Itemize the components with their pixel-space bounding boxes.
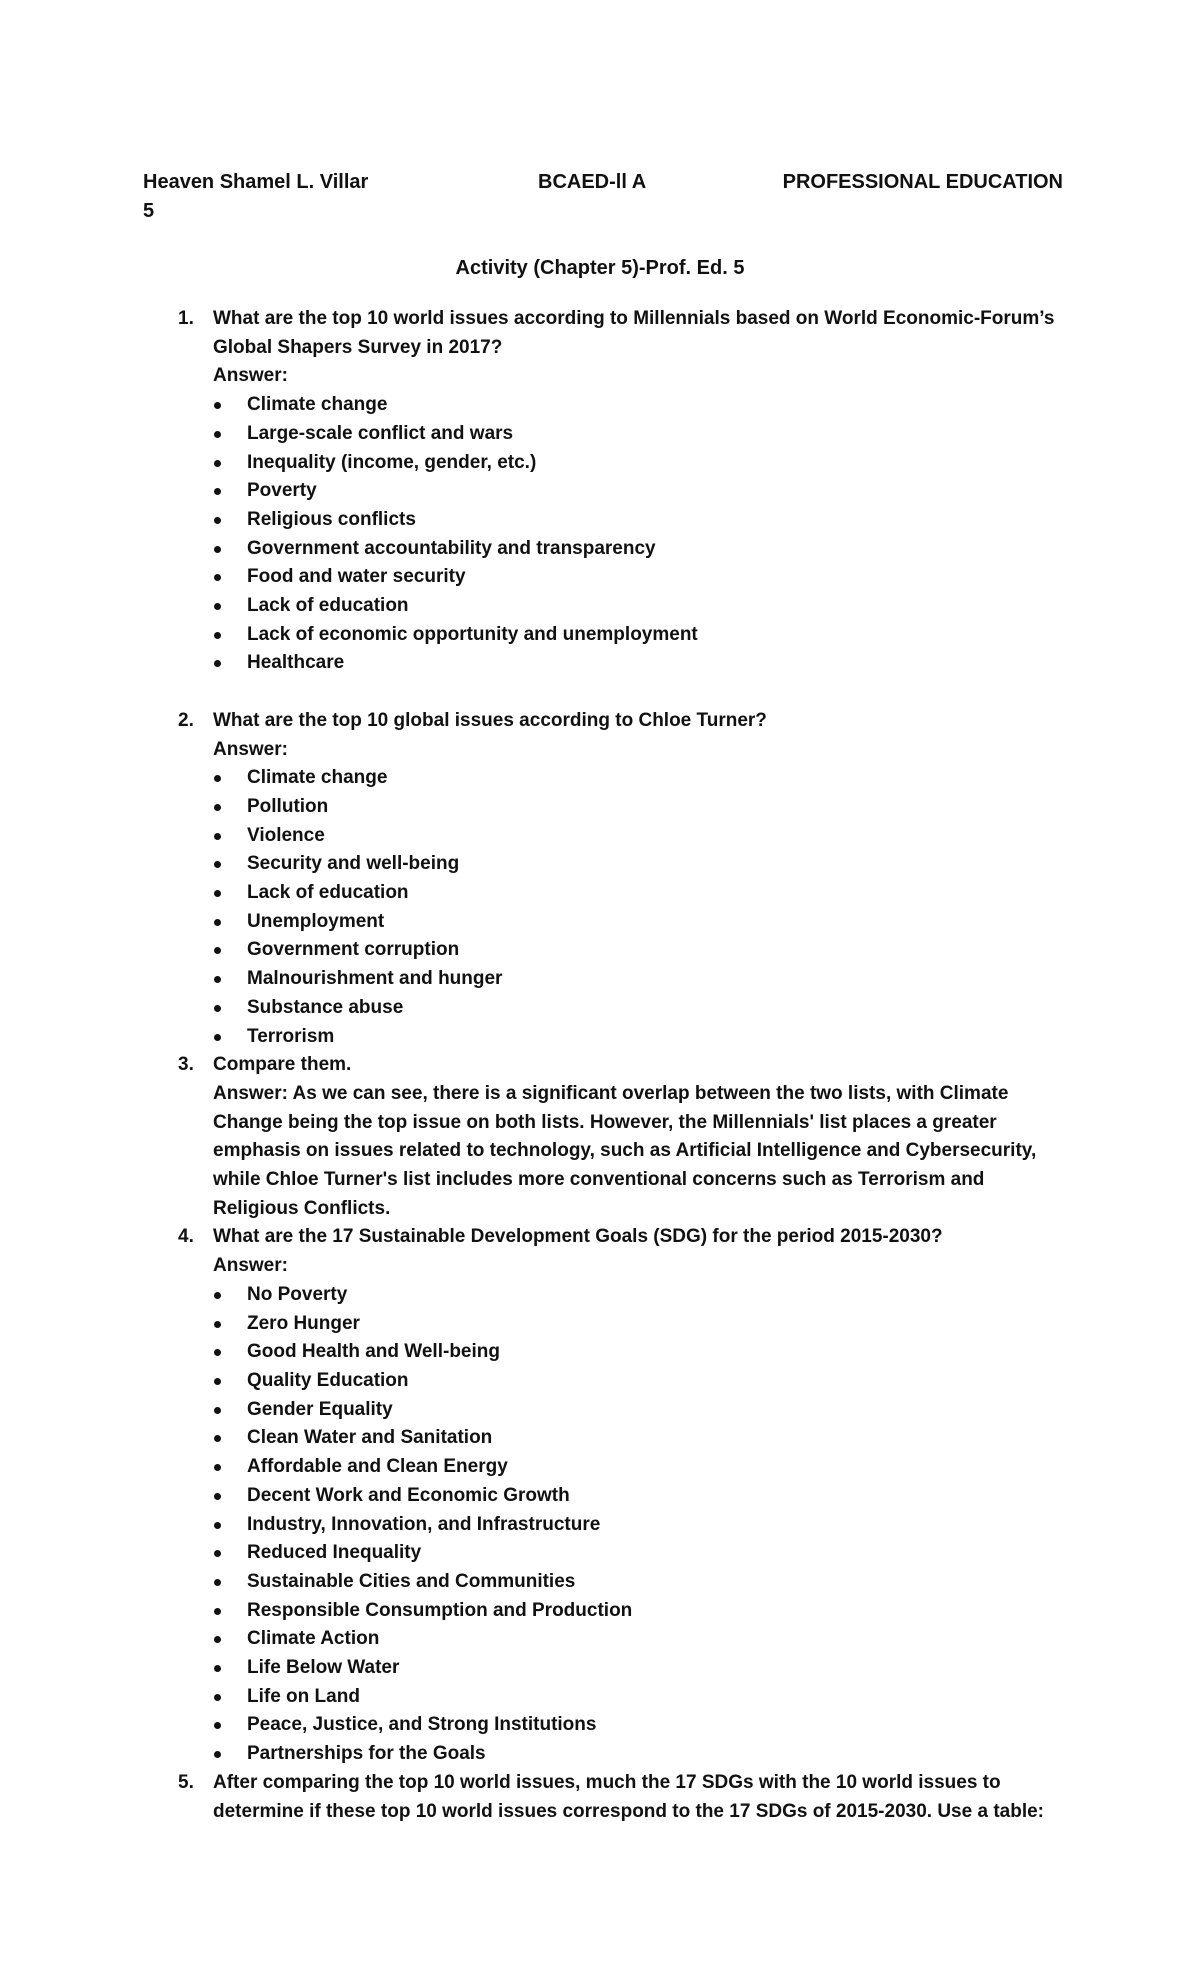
- bullet-icon: [214, 1550, 221, 1557]
- list-item: [211, 1511, 1073, 1540]
- question-number: 5.: [178, 1771, 194, 1793]
- list-item-text: Healthcare: [247, 652, 345, 674]
- bullet-icon: [214, 1378, 221, 1385]
- list-item-text: Life on Land: [247, 1685, 360, 1707]
- bullet-icon: [214, 1665, 221, 1672]
- list-item: [211, 908, 1073, 937]
- bullet-icon: [214, 402, 221, 409]
- bullet-icon: [214, 1694, 221, 1701]
- list-item: [211, 1597, 1073, 1626]
- list-item-text: Lack of education: [247, 595, 409, 617]
- list-item-text: Reduced Inequality: [247, 1542, 422, 1564]
- list-item-text: Large-scale conflict and wars: [247, 422, 514, 444]
- list-item-text: Climate Action: [247, 1628, 380, 1650]
- list-item-text: Inequality (income, gender, etc.): [247, 451, 537, 473]
- list-item-text: Security and well-being: [247, 853, 460, 875]
- list-item-text: Food and water security: [247, 566, 466, 588]
- bullet-icon: [214, 890, 221, 897]
- list-item-text: Sustainable Cities and Communities: [247, 1570, 576, 1592]
- list-item: [211, 879, 1073, 908]
- answer-list: [213, 1281, 1073, 1769]
- list-item: [211, 764, 1073, 793]
- bullet-icon: [214, 1636, 221, 1643]
- list-item: [211, 1281, 1073, 1310]
- list-item: [211, 850, 1073, 879]
- list-item-text: Peace, Justice, and Strong Institutions: [247, 1714, 597, 1736]
- bullet-icon: [214, 775, 221, 782]
- list-item: [211, 1683, 1073, 1712]
- list-item: [211, 1482, 1073, 1511]
- list-item-text: Decent Work and Economic Growth: [247, 1484, 570, 1506]
- question-text: What are the 17 Sustainable Development Goals (SDG) for the period 2015-2030?: [213, 1226, 943, 1248]
- bullet-icon: [214, 574, 221, 581]
- list-item-text: Zero Hunger: [247, 1312, 360, 1334]
- answer-label: Answer:: [213, 738, 288, 760]
- bullet-icon: [214, 1493, 221, 1500]
- bullet-icon: [214, 460, 221, 467]
- student-name: Heaven Shamel L. Villar: [143, 171, 369, 193]
- list-item: [211, 1453, 1073, 1482]
- list-item: [211, 1568, 1073, 1597]
- page-title: Activity (Chapter 5)-Prof. Ed. 5: [455, 257, 745, 279]
- bullet-icon: [214, 1349, 221, 1356]
- bullet-icon: [214, 1321, 221, 1328]
- answer-label: Answer:: [213, 1255, 288, 1277]
- bullet-icon: [214, 632, 221, 639]
- list-item-text: Clean Water and Sanitation: [247, 1427, 493, 1449]
- list-item-text: Unemployment: [247, 910, 385, 932]
- bullet-icon: [214, 488, 221, 495]
- list-item-text: Industry, Innovation, and Infrastructure: [247, 1513, 601, 1535]
- list-item: [211, 1539, 1073, 1568]
- list-item-text: Religious conflicts: [247, 508, 416, 530]
- list-item-text: Responsible Consumption and Production: [247, 1599, 633, 1621]
- list-item: [211, 420, 1073, 449]
- bullet-icon: [214, 1579, 221, 1586]
- bullet-icon: [214, 1034, 221, 1041]
- list-item-text: Pollution: [247, 795, 329, 817]
- list-item: [211, 994, 1073, 1023]
- bullet-icon: [214, 546, 221, 553]
- bullet-icon: [214, 861, 221, 868]
- list-item: [211, 592, 1073, 621]
- bullet-icon: [214, 1722, 221, 1729]
- list-item: [211, 1625, 1073, 1654]
- question-item: [0, 1769, 1073, 1826]
- list-item-text: Lack of economic opportunity and unemployment: [247, 623, 698, 645]
- list-item-text: Government accountability and transparency: [247, 537, 656, 559]
- list-item: [211, 1396, 1073, 1425]
- question-number: 2.: [178, 709, 194, 731]
- list-item: [211, 1023, 1073, 1052]
- bullet-icon: [214, 517, 221, 524]
- list-item: [211, 391, 1073, 420]
- list-item: [211, 449, 1073, 478]
- bullet-icon: [214, 1292, 221, 1299]
- list-item-text: Quality Education: [247, 1370, 409, 1391]
- bullet-icon: [214, 833, 221, 840]
- list-item-text: Terrorism: [247, 1025, 335, 1047]
- bullet-icon: [214, 431, 221, 438]
- question-item: [0, 1051, 1073, 1223]
- list-item: [211, 563, 1073, 592]
- bullet-icon: [214, 1407, 221, 1414]
- question-text: After comparing the top 10 world issues, much the 17 SDGs with the 10 world issues to determine if these top 10 world issues correspond to the 17 SDGs of 2015-2030. Use a table:: [213, 1771, 1044, 1822]
- list-item: [211, 621, 1073, 650]
- question-number: 1.: [178, 308, 194, 329]
- list-item-text: Affordable and Clean Energy: [247, 1456, 508, 1478]
- list-item: [211, 1740, 1073, 1769]
- list-item: [211, 1338, 1073, 1367]
- question-text: Compare them.: [213, 1054, 352, 1076]
- answer-text: Answer: As we can see, there is a significant overlap between the two lists, with Climate Change being the top issue on both lists. However, the Millennials' list places a greater emphasis on issues related to technology, such as Artificial Intelligence and Cybersecurity, while Chloe Turner's list includes more conventional concerns such as Terrorism and Religious Conflicts.: [213, 1082, 1037, 1219]
- spacer: [0, 678, 1200, 707]
- bullet-icon: [214, 804, 221, 811]
- bullet-icon: [214, 660, 221, 667]
- bullet-icon: [214, 1005, 221, 1012]
- bullet-icon: [214, 1522, 221, 1529]
- list-item: [211, 649, 1073, 678]
- list-item: [211, 506, 1073, 535]
- question-item: [0, 1223, 1073, 1768]
- list-item-text: Life Below Water: [247, 1657, 400, 1679]
- bullet-icon: [214, 1608, 221, 1615]
- bullet-icon: [214, 976, 221, 983]
- question-list: [0, 305, 1200, 1826]
- list-item-text: Violence: [247, 824, 325, 846]
- question-item: [0, 305, 1073, 678]
- subject-name: PROFESSIONAL EDUCATION: [782, 171, 1063, 193]
- list-item: [211, 1711, 1073, 1740]
- list-item: [211, 535, 1073, 564]
- list-item-text: Climate change: [247, 394, 388, 416]
- list-item-text: Malnourishment and hunger: [247, 968, 503, 990]
- question-text: What are the top 10 world issues according to Millennials based on World Economic-Forum’s Global Shapers Survey in 2017?: [213, 308, 1055, 358]
- class-section: BCAED-ll A: [538, 171, 647, 193]
- answer-list: [213, 764, 1073, 1051]
- list-item: [211, 936, 1073, 965]
- bullet-icon: [214, 1435, 221, 1442]
- list-item: [211, 822, 1073, 851]
- bullet-icon: [214, 919, 221, 926]
- list-item: [211, 1310, 1073, 1339]
- answer-list: [213, 391, 1073, 678]
- list-item: [211, 1654, 1073, 1683]
- list-item: [211, 1367, 1073, 1396]
- question-number: 4.: [178, 1226, 194, 1248]
- list-item-text: Climate change: [247, 767, 388, 789]
- list-item-text: Government corruption: [247, 939, 460, 961]
- list-item: [211, 793, 1073, 822]
- list-item-text: Lack of education: [247, 882, 409, 904]
- list-item-text: Poverty: [247, 480, 317, 502]
- question-text: What are the top 10 global issues according to Chloe Turner?: [213, 709, 767, 731]
- list-item: [211, 1424, 1073, 1453]
- list-item: [211, 965, 1073, 994]
- bullet-icon: [214, 1751, 221, 1758]
- bullet-icon: [214, 1464, 221, 1471]
- list-item-text: Good Health and Well-being: [247, 1341, 500, 1363]
- answer-label: Answer:: [213, 365, 288, 387]
- list-item-text: No Poverty: [247, 1283, 348, 1305]
- list-item: [211, 477, 1073, 506]
- list-item-text: Gender Equality: [247, 1398, 393, 1420]
- list-item-text: Partnerships for the Goals: [247, 1743, 486, 1765]
- question-number: 3.: [178, 1054, 194, 1076]
- bullet-icon: [214, 603, 221, 610]
- question-item: [0, 707, 1073, 1051]
- subject-number: 5: [143, 200, 155, 222]
- bullet-icon: [214, 947, 221, 954]
- list-item-text: Substance abuse: [247, 996, 404, 1018]
- document-header: [143, 168, 1063, 228]
